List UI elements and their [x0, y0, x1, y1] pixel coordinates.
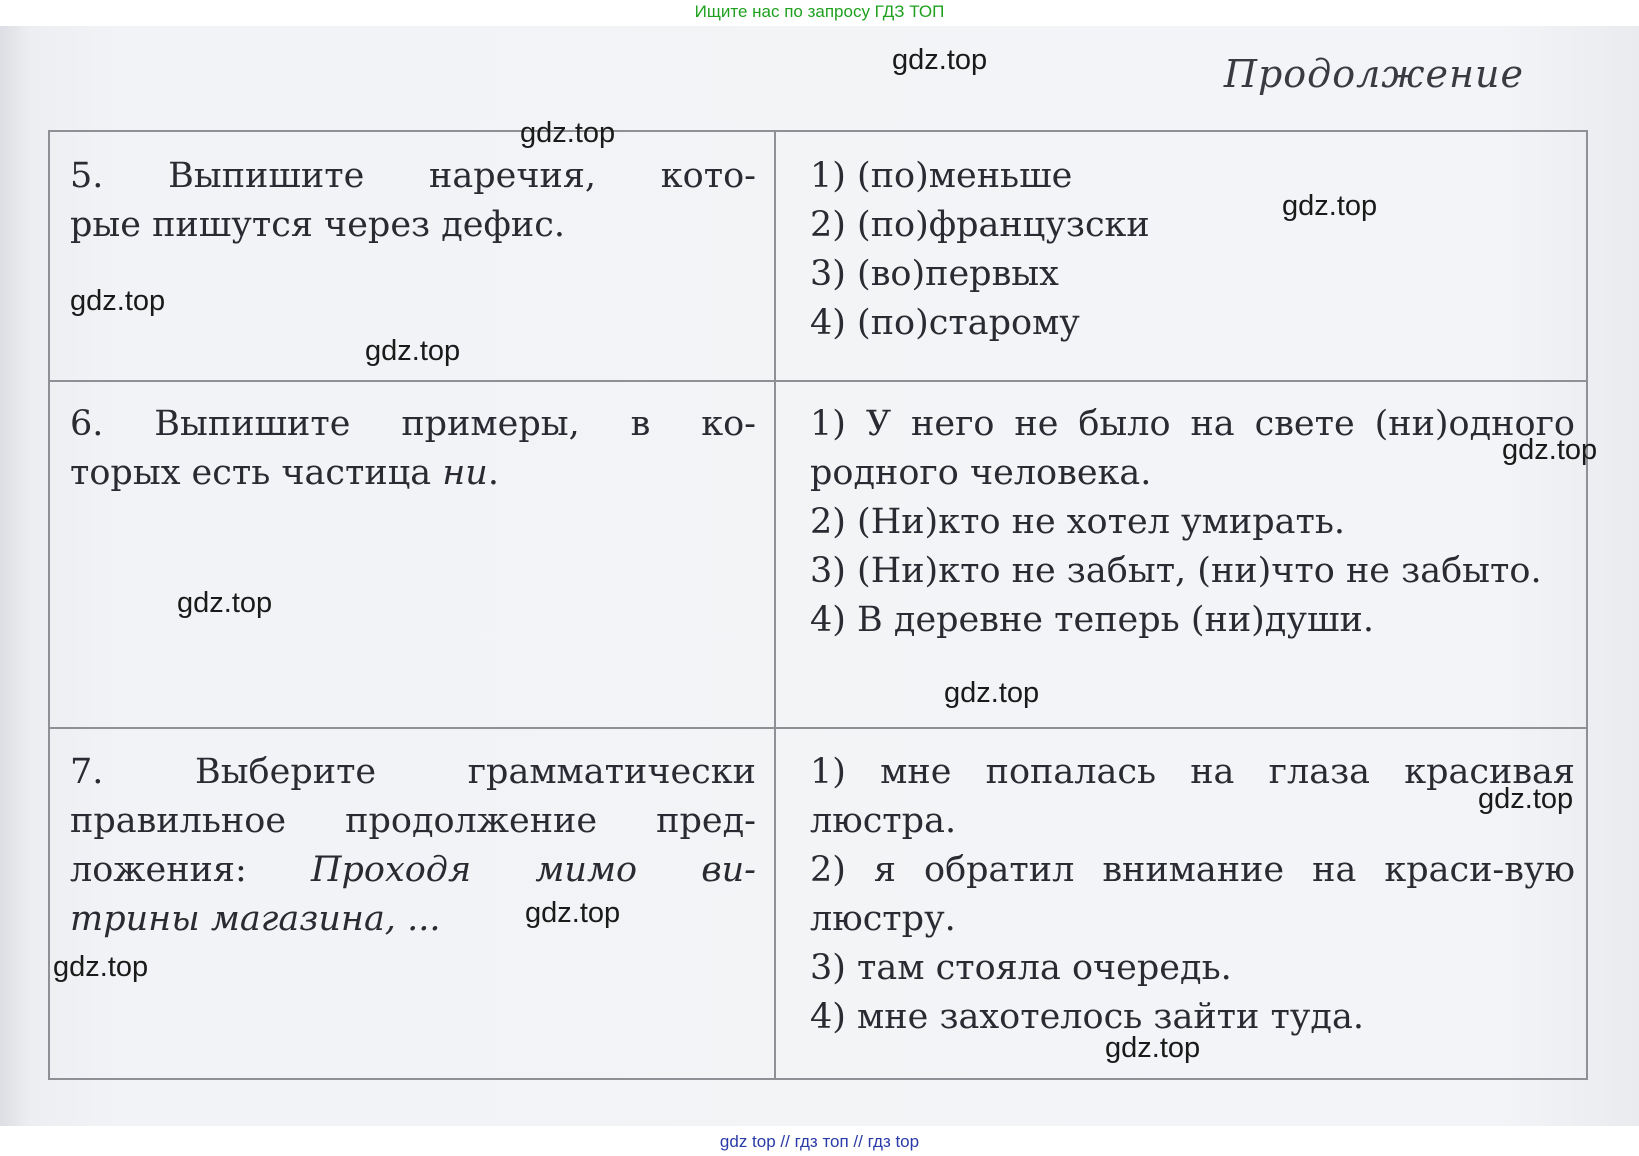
task-italic: ни [442, 453, 488, 493]
continuation-label: Продолжение [1223, 52, 1524, 96]
task-line: 5. Выпишите наречия, кото- [70, 156, 756, 196]
row-divider [50, 727, 1586, 729]
bottom-banner: gdz top // гдз топ // гдз top [719, 1132, 920, 1151]
answer-item: 1) мне попалась на глаза красивая люстра. [810, 752, 1575, 841]
task-line: рые пишутся через дефис. [70, 205, 565, 245]
watermark: gdz.top [53, 951, 149, 983]
watermark: gdz.top [892, 44, 988, 76]
answer-item: 3) (во)первых [810, 254, 1059, 294]
answer-item: 3) (Ни)кто не забыт, (ни)что не забыто. [810, 551, 1542, 591]
watermark: gdz.top [944, 677, 1040, 709]
watermark: gdz.top [365, 335, 461, 367]
watermark: gdz.top [1282, 190, 1378, 222]
watermark: gdz.top [1105, 1032, 1201, 1064]
task-line: правильное продолжение пред- [70, 801, 756, 841]
exercise-table [48, 130, 1588, 1080]
task-line [70, 846, 756, 895]
task-line [70, 895, 756, 944]
answer-item: 2) (Ни)кто не хотел умирать. [810, 502, 1346, 542]
task-line [70, 449, 756, 498]
answer-item: 3) там стояла очередь. [810, 948, 1232, 988]
task-line: 6. Выпишите примеры, в ко- [70, 404, 756, 444]
top-banner: Ищите нас по запросу ГДЗ ТОП [694, 2, 945, 21]
task-7 [70, 748, 756, 944]
task-5 [70, 152, 756, 250]
task-6 [70, 400, 756, 498]
watermark: gdz.top [70, 285, 166, 317]
answer-item: 4) (по)старому [810, 303, 1080, 343]
answer-item: 1) (по)меньше [810, 156, 1073, 196]
task-text: торых есть частица [70, 453, 443, 493]
answer-item: 2) я обратил внимание на краси-вую люстру. [810, 850, 1575, 939]
answers-5 [810, 152, 1575, 348]
answer-item: 2) (по)французски [810, 205, 1150, 245]
watermark: gdz.top [1478, 783, 1574, 815]
answers-7 [810, 748, 1575, 1042]
column-divider [774, 132, 776, 1078]
watermark: gdz.top [525, 897, 621, 929]
task-italic: Проходя мимо ви- [310, 850, 756, 890]
answer-item: 4) мне захотелось зайти туда. [810, 997, 1364, 1037]
task-text: ложения: [70, 850, 311, 890]
watermark: gdz.top [520, 117, 616, 149]
answer-item: 4) В деревне теперь (ни)души. [810, 600, 1374, 640]
answers-6 [810, 400, 1575, 645]
task-italic: трины магазина, ... [70, 899, 441, 939]
watermark: gdz.top [1502, 434, 1598, 466]
task-text: . [487, 453, 499, 493]
row-divider [50, 380, 1586, 382]
watermark: gdz.top [177, 587, 273, 619]
task-line: 7. Выберите грамматически [70, 752, 756, 792]
answer-item: 1) У него не было на свете (ни)одного родного человека. [810, 404, 1575, 493]
